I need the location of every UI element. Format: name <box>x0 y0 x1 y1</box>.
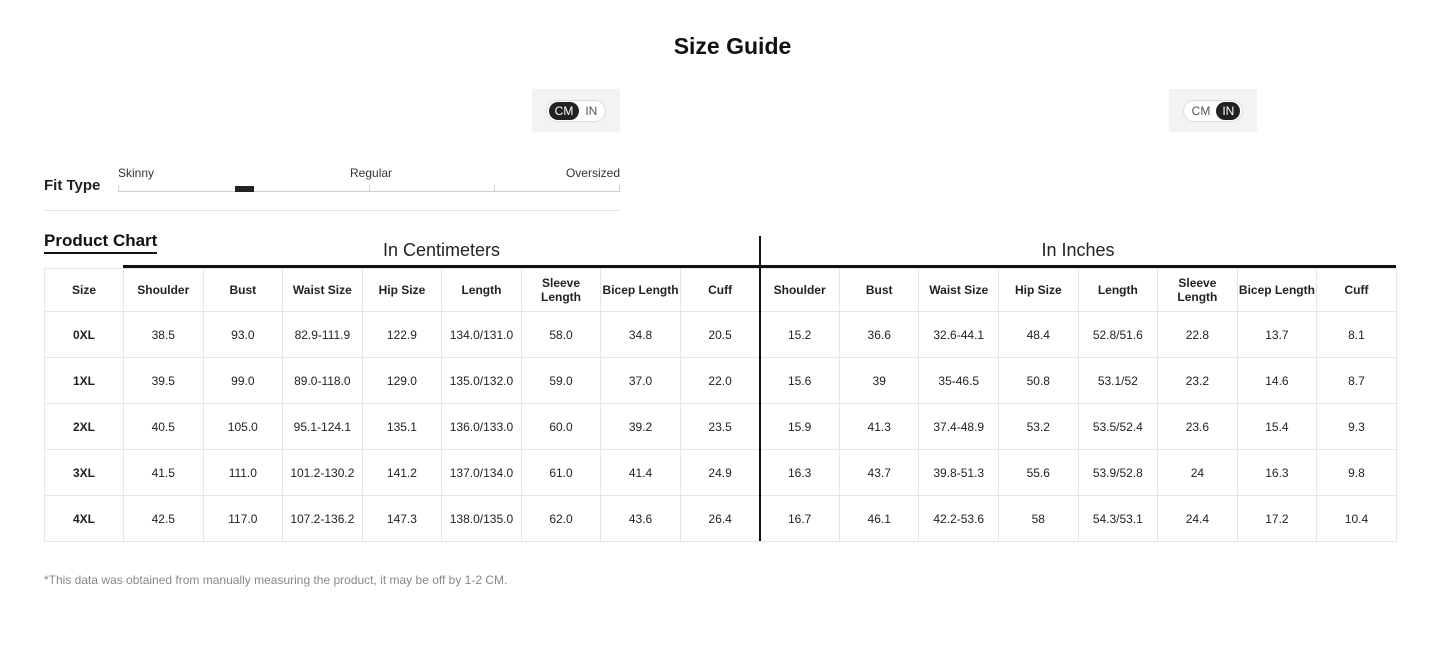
table-cell-in: 39 <box>839 358 919 404</box>
header-cm-cuff: Cuff <box>680 269 760 312</box>
table-cell-cm: 99.0 <box>203 358 283 404</box>
unit-section-divider <box>759 236 761 541</box>
header-in-hip-size: Hip Size <box>999 269 1079 312</box>
table-cell-cm: 62.0 <box>521 496 601 542</box>
size-cell: 3XL <box>45 450 124 496</box>
table-cell-in: 9.3 <box>1317 404 1397 450</box>
table-row <box>45 358 1397 404</box>
fit-scale-tick <box>118 185 119 191</box>
table-cell-in: 53.1/52 <box>1078 358 1158 404</box>
fit-scale-track <box>118 191 620 192</box>
table-cell-cm: 117.0 <box>203 496 283 542</box>
page-title: Size Guide <box>673 33 792 59</box>
section-title-in: In Inches <box>1041 240 1115 260</box>
unit-option-in[interactable]: IN <box>1216 102 1240 120</box>
table-cell-in: 15.6 <box>760 358 840 404</box>
table-cell-in: 42.2-53.6 <box>919 496 999 542</box>
table-cell-in: 41.3 <box>839 404 919 450</box>
header-in-shoulder: Shoulder <box>760 269 840 312</box>
table-cell-cm: 135.1 <box>362 404 442 450</box>
table-cell-cm: 135.0/132.0 <box>442 358 522 404</box>
table-cell-in: 50.8 <box>999 358 1079 404</box>
table-cell-cm: 122.9 <box>362 312 442 358</box>
header-in-cuff: Cuff <box>1317 269 1397 312</box>
table-cell-cm: 60.0 <box>521 404 601 450</box>
table-row <box>45 450 1397 496</box>
header-in-length: Length <box>1078 269 1158 312</box>
table-cell-in: 15.2 <box>760 312 840 358</box>
table-cell-in: 53.5/52.4 <box>1078 404 1158 450</box>
unit-option-in[interactable]: IN <box>585 103 598 118</box>
header-in-sleeve-length: Sleeve Length <box>1158 269 1238 312</box>
table-cell-cm: 42.5 <box>124 496 204 542</box>
table-cell-cm: 129.0 <box>362 358 442 404</box>
fit-scale-label-skinny: Skinny <box>118 166 155 180</box>
table-cell-cm: 24.9 <box>680 450 760 496</box>
table-cell-cm: 141.2 <box>362 450 442 496</box>
table-cell-cm: 136.0/133.0 <box>442 404 522 450</box>
table-cell-in: 8.1 <box>1317 312 1397 358</box>
table-cell-in: 22.8 <box>1158 312 1238 358</box>
table-cell-cm: 147.3 <box>362 496 442 542</box>
table-cell-cm: 89.0-118.0 <box>283 358 363 404</box>
header-cm-bicep-length: Bicep Length <box>601 269 681 312</box>
fit-scale-tick <box>619 185 620 191</box>
table-cell-cm: 134.0/131.0 <box>442 312 522 358</box>
size-cell: 0XL <box>45 312 124 358</box>
table-cell-in: 58 <box>999 496 1079 542</box>
table-cell-cm: 23.5 <box>680 404 760 450</box>
size-chart-table <box>44 268 1397 542</box>
table-cell-in: 8.7 <box>1317 358 1397 404</box>
table-cell-cm: 22.0 <box>680 358 760 404</box>
table-cell-cm: 41.5 <box>124 450 204 496</box>
section-divider <box>44 210 620 211</box>
table-cell-cm: 34.8 <box>601 312 681 358</box>
fit-scale-tick <box>494 185 495 191</box>
table-cell-cm: 58.0 <box>521 312 601 358</box>
table-cell-cm: 61.0 <box>521 450 601 496</box>
fit-scale-marker <box>235 186 254 192</box>
header-cm-bust: Bust <box>203 269 283 312</box>
table-cell-cm: 59.0 <box>521 358 601 404</box>
table-cell-in: 37.4-48.9 <box>919 404 999 450</box>
table-cell-cm: 37.0 <box>601 358 681 404</box>
section-title-cm: In Centimeters <box>382 240 501 260</box>
table-cell-cm: 26.4 <box>680 496 760 542</box>
table-row <box>45 404 1397 450</box>
table-cell-in: 53.9/52.8 <box>1078 450 1158 496</box>
table-cell-in: 13.7 <box>1237 312 1317 358</box>
table-cell-in: 14.6 <box>1237 358 1317 404</box>
size-cell: 4XL <box>45 496 124 542</box>
table-cell-in: 53.2 <box>999 404 1079 450</box>
table-cell-in: 16.7 <box>760 496 840 542</box>
table-cell-in: 46.1 <box>839 496 919 542</box>
table-cell-cm: 95.1-124.1 <box>283 404 363 450</box>
table-cell-cm: 101.2-130.2 <box>283 450 363 496</box>
table-cell-in: 39.8-51.3 <box>919 450 999 496</box>
fit-type-scale <box>118 166 620 196</box>
header-cm-sleeve-length: Sleeve Length <box>521 269 601 312</box>
table-cell-cm: 43.6 <box>601 496 681 542</box>
table-cell-cm: 20.5 <box>680 312 760 358</box>
table-cell-cm: 93.0 <box>203 312 283 358</box>
table-cell-in: 15.4 <box>1237 404 1317 450</box>
table-cell-in: 23.2 <box>1158 358 1238 404</box>
fit-type-label: Fit Type <box>44 177 101 194</box>
table-cell-in: 16.3 <box>760 450 840 496</box>
table-header-row <box>45 269 1397 312</box>
table-row <box>45 312 1397 358</box>
table-cell-cm: 82.9-111.9 <box>283 312 363 358</box>
table-cell-in: 9.8 <box>1317 450 1397 496</box>
table-cell-cm: 38.5 <box>124 312 204 358</box>
table-cell-cm: 107.2-136.2 <box>283 496 363 542</box>
table-cell-in: 16.3 <box>1237 450 1317 496</box>
table-cell-in: 43.7 <box>839 450 919 496</box>
fit-scale-label-regular: Regular <box>350 166 393 180</box>
product-chart-title: Product Chart <box>44 231 157 254</box>
header-cm-length: Length <box>442 269 522 312</box>
header-in-bicep-length: Bicep Length <box>1237 269 1317 312</box>
footnote: *This data was obtained from manually measuring the product, it may be off by 1-2 CM. <box>44 573 508 587</box>
table-cell-cm: 41.4 <box>601 450 681 496</box>
table-cell-in: 17.2 <box>1237 496 1317 542</box>
header-in-waist-size: Waist Size <box>919 269 999 312</box>
header-size: Size <box>45 269 124 312</box>
table-cell-in: 48.4 <box>999 312 1079 358</box>
size-cell: 2XL <box>45 404 124 450</box>
table-cell-cm: 137.0/134.0 <box>442 450 522 496</box>
table-cell-cm: 111.0 <box>203 450 283 496</box>
table-cell-in: 54.3/53.1 <box>1078 496 1158 542</box>
table-cell-in: 35-46.5 <box>919 358 999 404</box>
unit-option-cm[interactable]: CM <box>1191 103 1211 118</box>
table-cell-in: 52.8/51.6 <box>1078 312 1158 358</box>
table-row <box>45 496 1397 542</box>
table-cell-in: 24.4 <box>1158 496 1238 542</box>
unit-toggle <box>546 100 607 122</box>
size-cell: 1XL <box>45 358 124 404</box>
table-cell-cm: 39.2 <box>601 404 681 450</box>
table-cell-in: 23.6 <box>1158 404 1238 450</box>
unit-toggle <box>1183 100 1244 122</box>
table-cell-cm: 138.0/135.0 <box>442 496 522 542</box>
table-cell-cm: 40.5 <box>124 404 204 450</box>
table-cell-in: 32.6-44.1 <box>919 312 999 358</box>
header-cm-shoulder: Shoulder <box>124 269 204 312</box>
header-cm-hip-size: Hip Size <box>362 269 442 312</box>
table-cell-in: 24 <box>1158 450 1238 496</box>
table-cell-in: 55.6 <box>999 450 1079 496</box>
table-cell-in: 36.6 <box>839 312 919 358</box>
unit-toggle-in-group <box>1169 89 1257 132</box>
unit-option-cm[interactable]: CM <box>549 102 580 120</box>
table-cell-cm: 39.5 <box>124 358 204 404</box>
table-cell-in: 10.4 <box>1317 496 1397 542</box>
unit-toggle-cm-group <box>532 89 620 132</box>
fit-scale-label-oversized: Oversized <box>565 166 620 180</box>
table-cell-in: 15.9 <box>760 404 840 450</box>
header-in-bust: Bust <box>839 269 919 312</box>
header-cm-waist-size: Waist Size <box>283 269 363 312</box>
fit-scale-tick <box>369 185 370 191</box>
table-cell-cm: 105.0 <box>203 404 283 450</box>
